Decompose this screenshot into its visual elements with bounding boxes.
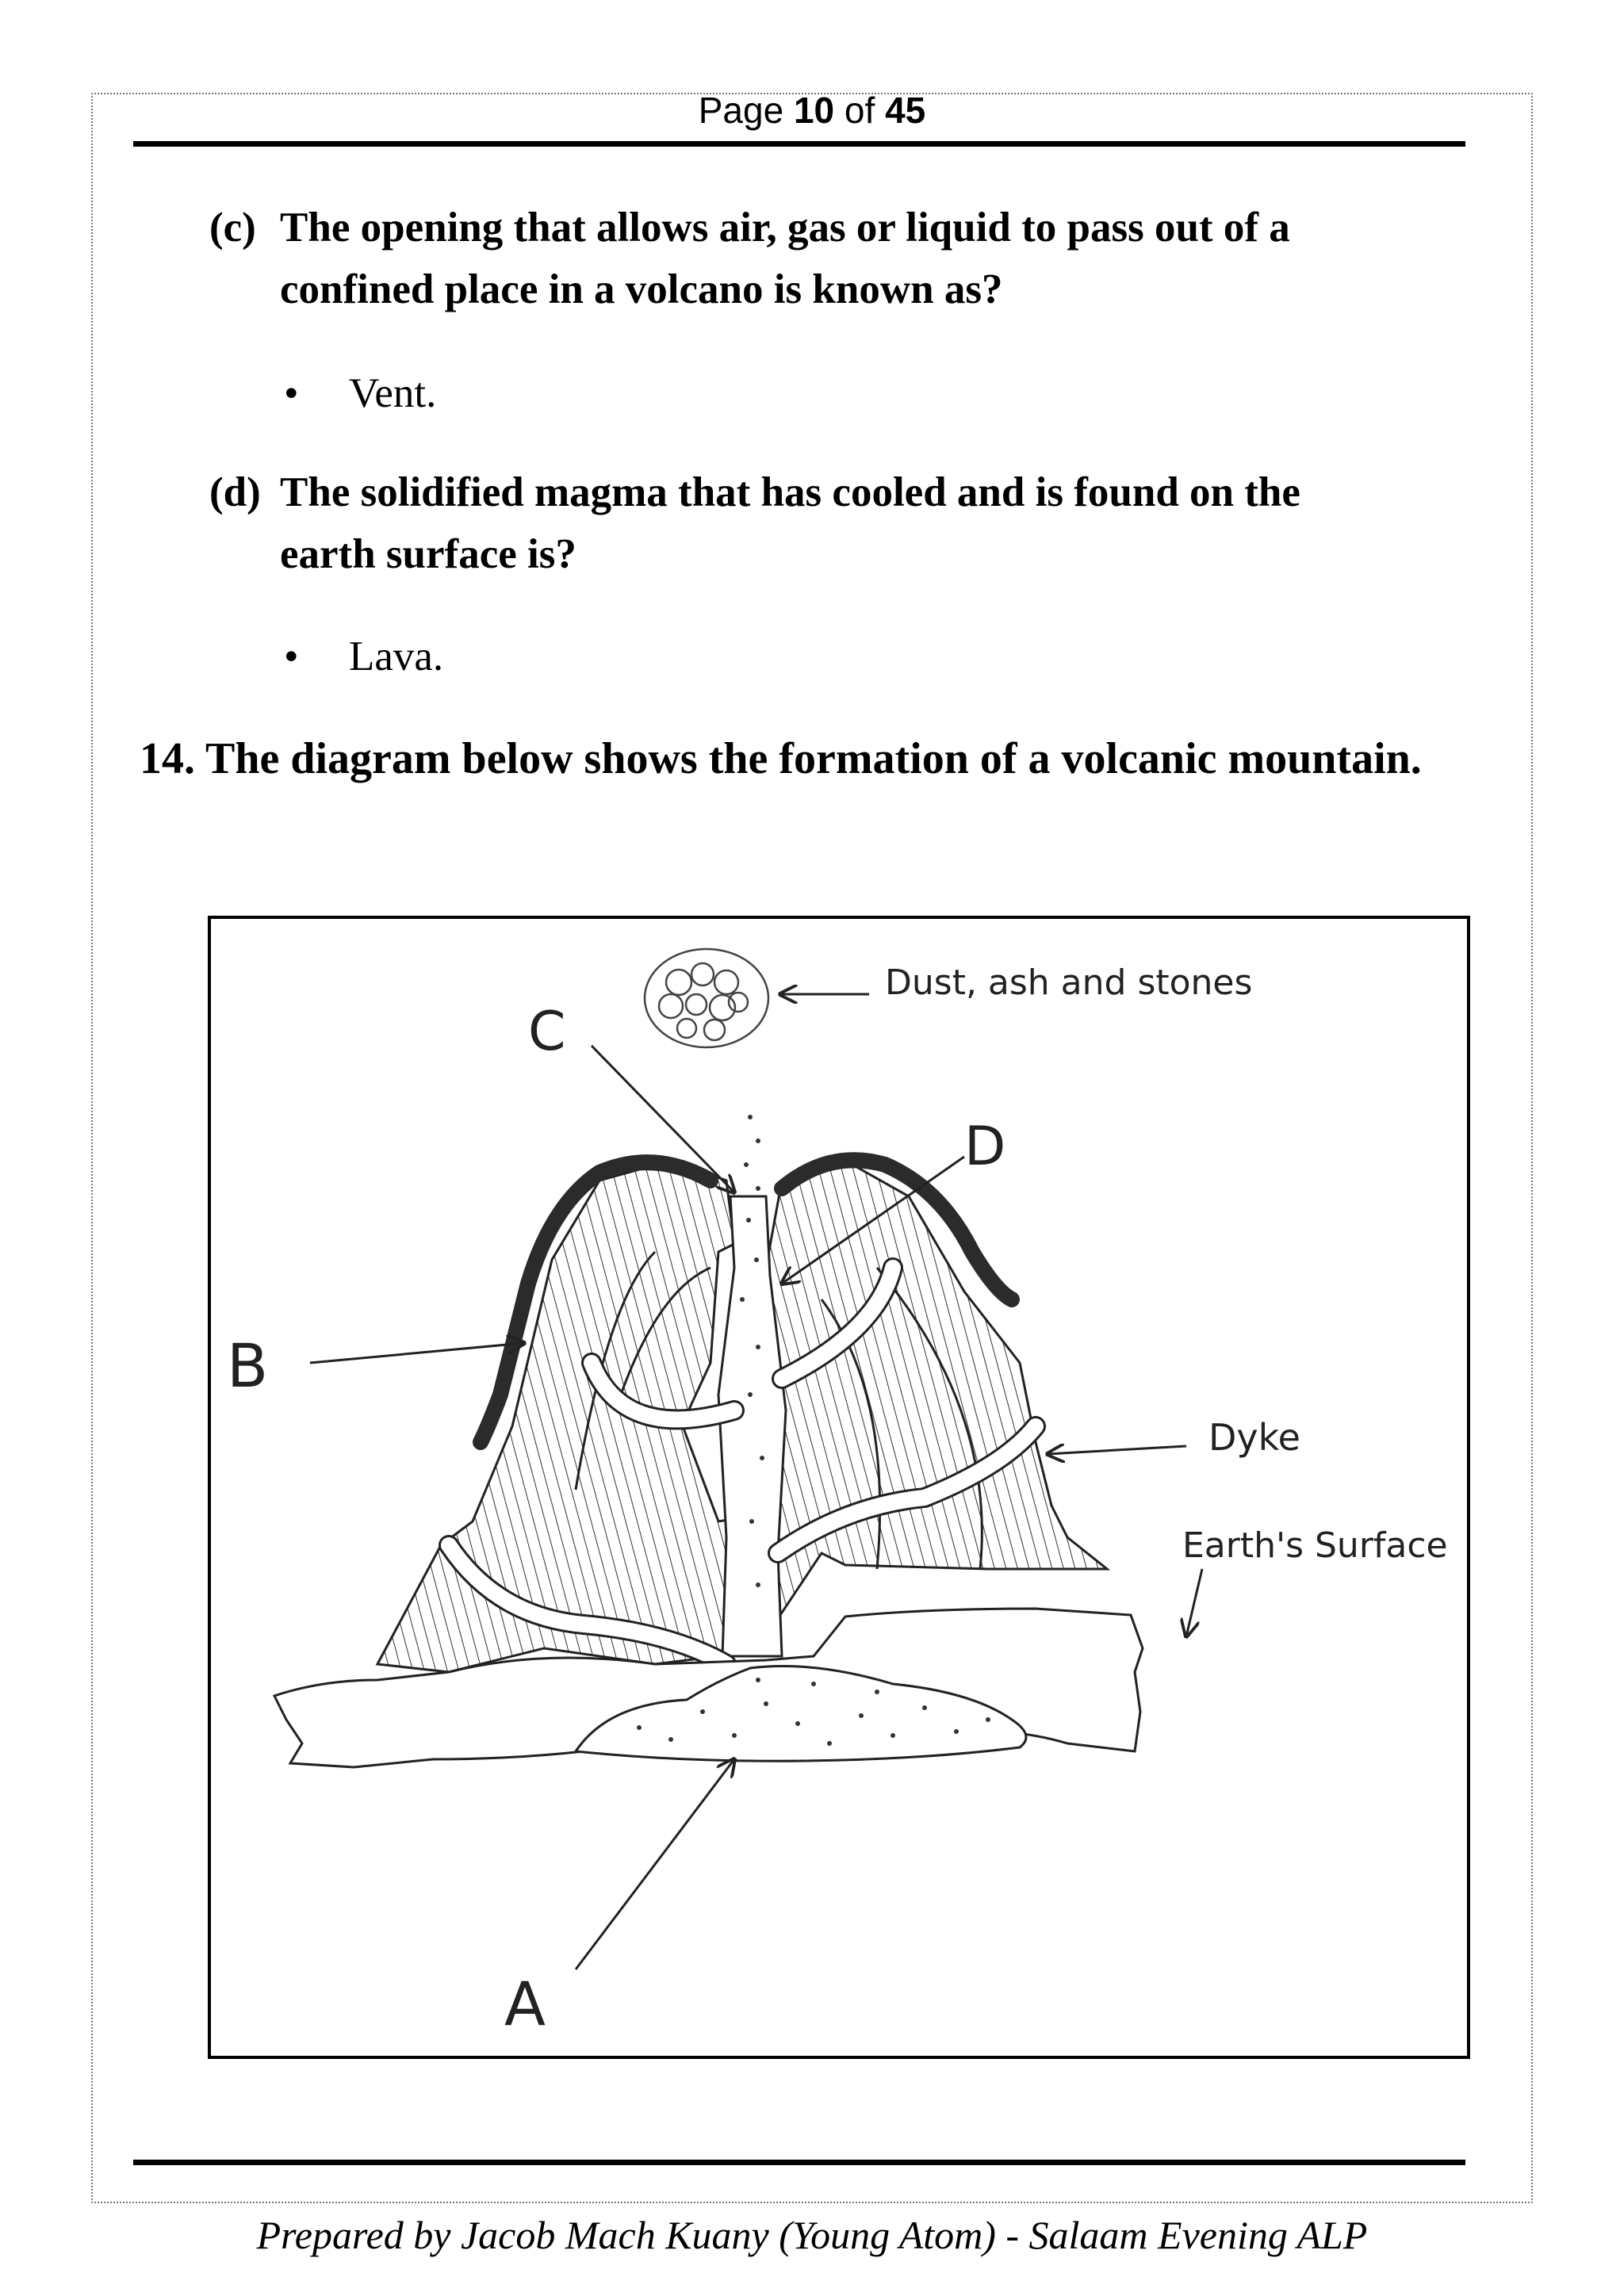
bullet-icon: • [284, 633, 299, 679]
label-a: A [504, 1969, 546, 2039]
question-c-line2: confined place in a volcano is known as? [280, 266, 1003, 312]
arrow-earth-surface [1186, 1569, 1202, 1636]
question-d-label: (d) [209, 469, 261, 515]
label-d: D [964, 1115, 1006, 1178]
dust-cloud [645, 949, 768, 1047]
of-word: of [844, 90, 875, 131]
question-14: 14. The diagram below shows the formation of a volcanic mountain. [140, 734, 1422, 783]
question-d-line1: The solidified magma that has cooled and is found on the [280, 469, 1300, 515]
label-dyke: Dyke [1208, 1416, 1300, 1459]
arrow-dyke [1048, 1446, 1186, 1454]
page-total: 45 [885, 90, 926, 131]
page-number: 10 [793, 90, 835, 131]
arrow-a [576, 1759, 734, 1969]
page-header [0, 89, 1624, 132]
answer-d-text: Lava. [349, 633, 444, 679]
question-c-label: (c) [209, 205, 256, 251]
volcano-diagram [208, 916, 1470, 2059]
label-dust: Dust, ash and stones [885, 962, 1253, 1003]
arrow-b [310, 1343, 524, 1363]
label-c: C [528, 1001, 566, 1063]
footer-credit: Prepared by Jacob Mach Kuany (Young Atom) - Salaam Evening ALP [256, 2213, 1368, 2257]
question-d-line2: earth surface is? [280, 531, 576, 577]
label-earth-surface: Earth's Surface [1182, 1525, 1448, 1566]
bullet-icon: • [284, 370, 299, 416]
header-rule [133, 141, 1465, 147]
page-word: Page [698, 90, 784, 131]
label-b: B [227, 1330, 269, 1401]
question-c-line1: The opening that allows air, gas or liquid to pass out of a [280, 205, 1290, 251]
volcano-drawing [211, 919, 1467, 2056]
answer-c-text: Vent. [349, 370, 437, 416]
footer-rule [133, 2160, 1465, 2165]
